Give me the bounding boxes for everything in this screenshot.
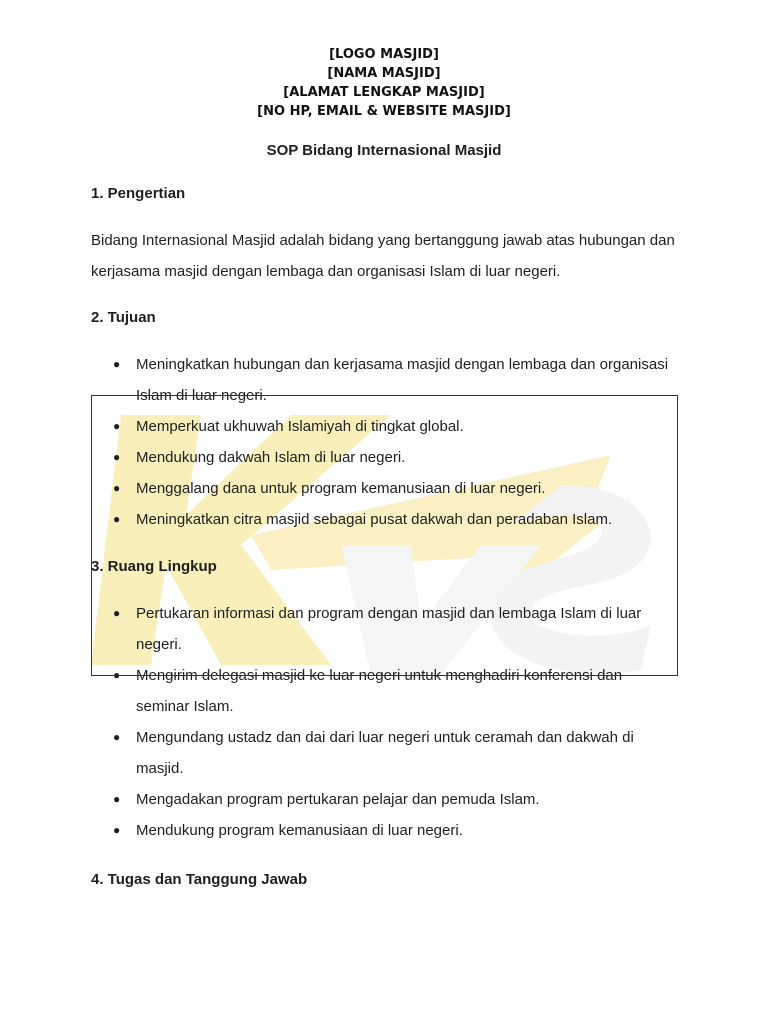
bullet-icon: ● bbox=[113, 730, 121, 744]
bullet-icon: ● bbox=[113, 450, 121, 464]
section-2-heading: 2. Tujuan bbox=[91, 309, 156, 326]
bullet-icon: ● bbox=[113, 357, 121, 371]
list-item-line: Pertukaran informasi dan program dengan masjid dan lembaga Islam di luar bbox=[136, 605, 642, 622]
document-title: SOP Bidang Internasional Masjid bbox=[266, 142, 502, 159]
bullet-icon: ● bbox=[113, 419, 121, 433]
bullet-icon: ● bbox=[113, 792, 121, 806]
bullet-icon: ● bbox=[113, 512, 121, 526]
list-item bbox=[91, 473, 691, 504]
list-item-line: Mendukung dakwah Islam di luar negeri. bbox=[136, 449, 406, 466]
bullet-icon: ● bbox=[113, 481, 121, 495]
section-3-list bbox=[91, 598, 691, 846]
list-item-line: negeri. bbox=[136, 636, 182, 653]
letterhead-name: [NAMA MASJID] bbox=[327, 66, 441, 81]
list-item-line: Meningkatkan citra masjid sebagai pusat dakwah dan peradaban Islam. bbox=[136, 511, 613, 528]
paragraph-line: Bidang Internasional Masjid adalah bidang yang bertanggung jawab atas hubungan dan bbox=[91, 232, 675, 249]
list-item-line: Meningkatkan hubungan dan kerjasama masjid dengan lembaga dan organisasi bbox=[136, 356, 669, 373]
section-3-heading: 3. Ruang Lingkup bbox=[91, 558, 217, 575]
list-item bbox=[91, 660, 691, 722]
list-item bbox=[91, 411, 691, 442]
paragraph-line: kerjasama masjid dengan lembaga dan organisasi Islam di luar negeri. bbox=[91, 263, 561, 280]
bullet-icon: ● bbox=[113, 823, 121, 837]
list-item bbox=[91, 442, 691, 473]
list-item-line: Mengadakan program pertukaran pelajar dan pemuda Islam. bbox=[136, 791, 540, 808]
list-item-line: seminar Islam. bbox=[136, 698, 234, 715]
section-2-list bbox=[91, 349, 691, 535]
list-item bbox=[91, 349, 691, 411]
list-item-line: Mendukung program kemanusiaan di luar negeri. bbox=[136, 822, 463, 839]
bullet-icon: ● bbox=[113, 668, 121, 682]
list-item-line: Memperkuat ukhuwah Islamiyah di tingkat global. bbox=[136, 418, 464, 435]
list-item bbox=[91, 722, 691, 784]
list-item-line: Mengirim delegasi masjid ke luar negeri untuk menghadiri konferensi dan bbox=[136, 667, 623, 684]
section-4-heading: 4. Tugas dan Tanggung Jawab bbox=[91, 871, 308, 888]
list-item bbox=[91, 784, 691, 815]
list-item-line: Menggalang dana untuk program kemanusiaan di luar negeri. bbox=[136, 480, 546, 497]
list-item bbox=[91, 598, 691, 660]
section-1-paragraph bbox=[91, 225, 691, 287]
bullet-icon: ● bbox=[113, 606, 121, 620]
letterhead bbox=[0, 45, 768, 121]
list-item-line: Mengundang ustadz dan dai dari luar negeri untuk ceramah dan dakwah di bbox=[136, 729, 634, 746]
section-1-heading: 1. Pengertian bbox=[91, 185, 186, 202]
list-item bbox=[91, 815, 691, 846]
list-item-line: masjid. bbox=[136, 760, 184, 777]
letterhead-address: [ALAMAT LENGKAP MASJID] bbox=[283, 85, 485, 100]
list-item-line: Islam di luar negeri. bbox=[136, 387, 267, 404]
letterhead-logo: [LOGO MASJID] bbox=[329, 47, 439, 62]
letterhead-contact: [NO HP, EMAIL & WEBSITE MASJID] bbox=[257, 104, 511, 119]
list-item bbox=[91, 504, 691, 535]
